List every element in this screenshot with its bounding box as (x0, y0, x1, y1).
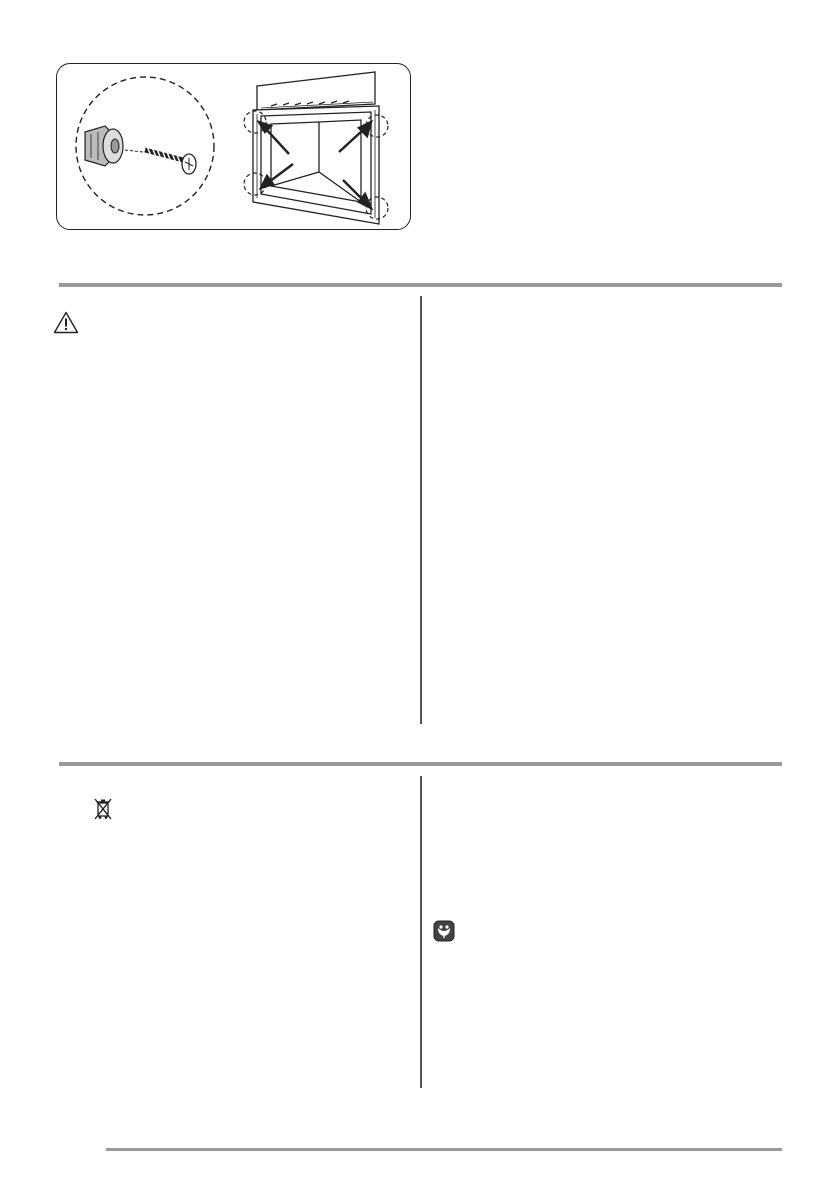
column-divider-safety (420, 296, 422, 724)
installation-illustration (57, 64, 410, 229)
section-rule-environment (59, 762, 782, 766)
warning-triangle-icon (53, 311, 79, 334)
crossed-out-bin-icon (93, 797, 113, 821)
screw-icon (125, 146, 196, 174)
section-rule-safety (59, 283, 782, 287)
installation-figure (56, 63, 411, 230)
wall-plug-icon (85, 126, 123, 166)
column-divider-environment (420, 776, 422, 1088)
footer-rule (106, 1148, 782, 1151)
recycle-leaf-icon (433, 920, 455, 942)
